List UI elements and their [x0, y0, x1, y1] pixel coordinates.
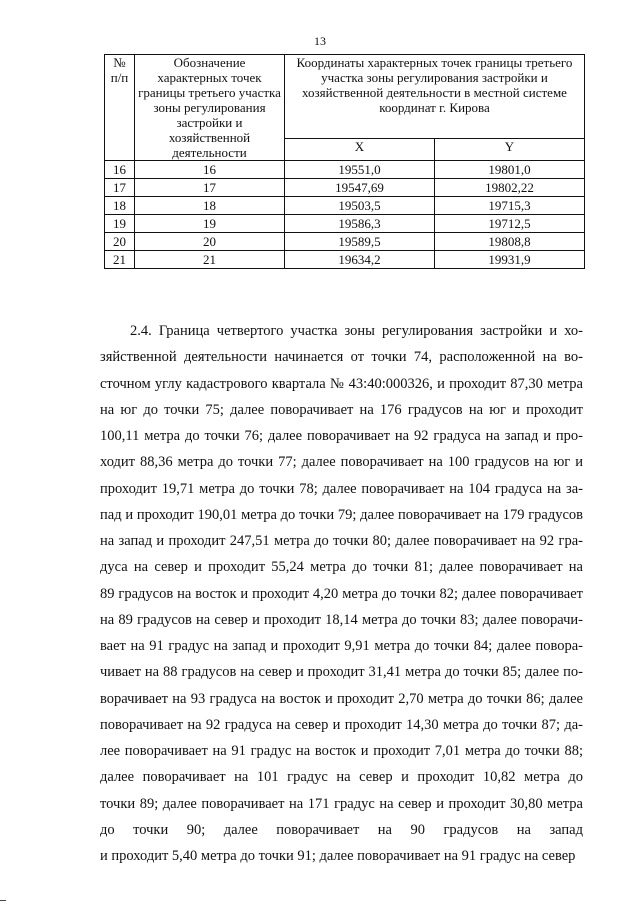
row-y: 19808,8 [435, 233, 585, 251]
page-number: 13 [314, 34, 326, 48]
paragraph-line: до точки 90; далее поворачивает на 90 градусов на запад [100, 821, 583, 838]
margin-mark [0, 900, 6, 901]
paragraph-line: далее поворачивает на 101 градус на север и проходит 10,82 метра до [100, 769, 583, 786]
paragraph-line: зяйственной деятельности начинается от точки 74, расположенной на во- [100, 349, 583, 366]
paragraph-line: вает на 91 градус на запад и проходит 9,91 метра до точки 84; далее повора- [100, 638, 583, 654]
paragraph-2-4 [100, 318, 583, 869]
row-y: 19712,5 [435, 215, 585, 233]
row-number: 18 [105, 197, 135, 215]
row-y: 19801,0 [435, 161, 585, 179]
header-coordinates: Координаты характерных точек границы третьего участка зоны регулирования застройки и хозяйственной деятельности в местной системе координат г. Кирова [285, 55, 585, 139]
row-x: 19586,3 [285, 215, 435, 233]
row-number: 20 [105, 233, 135, 251]
table-row [105, 197, 585, 215]
paragraph-line: 89 градусов на восток и проходит 4,20 метра до точки 82; далее поворачивает [100, 585, 583, 602]
paragraph-line: лее поворачивает на 91 градус на восток и проходит 7,01 метра до точки 88; [100, 743, 583, 759]
row-point: 16 [135, 161, 285, 179]
row-number: 21 [105, 251, 135, 269]
paragraph-line: на юг до точки 75; далее поворачивает на 176 градусов на юг и проходит [100, 401, 583, 418]
row-x: 19547,69 [285, 179, 435, 197]
table-row [105, 179, 585, 197]
paragraph-line: точки 89; далее поворачивает на 171 градус на север и проходит 30,80 метра [100, 795, 583, 812]
table-header-row [105, 55, 585, 139]
table-row [105, 251, 585, 269]
paragraph-line: 2.4. Граница четвертого участка зоны регулирования застройки и хо- [130, 323, 583, 339]
paragraph-line: и проходит 5,40 метра до точки 91; далее поворачивает на 91 градус на север [100, 848, 576, 864]
header-num: № п/п [105, 55, 135, 161]
paragraph-line: 100,11 метра до точки 76; далее поворачивает на 92 градуса на запад и про- [100, 428, 583, 444]
paragraph-line: чивает на 88 градусов на север и проходит 31,41 метра до точки 85; далее по- [100, 664, 583, 681]
row-number: 17 [105, 179, 135, 197]
table-row [105, 233, 585, 251]
row-x: 19503,5 [285, 197, 435, 215]
paragraph-line: сточном углу кадастрового квартала № 43:40:000326, и проходит 87,30 метра [100, 375, 583, 392]
row-number: 19 [105, 215, 135, 233]
header-y: Y [435, 138, 585, 160]
row-point: 17 [135, 179, 285, 197]
row-y: 19802,22 [435, 179, 585, 197]
paragraph-line: ворачивает на 93 градуса на восток и проходит 2,70 метра до точки 86; далее [100, 690, 583, 707]
header-designation: Обозначение характерных точек границы третьего участка зоны регулирования застройки и хозяйственной деятельности [135, 55, 285, 161]
row-y: 19715,3 [435, 197, 585, 215]
row-x: 19551,0 [285, 161, 435, 179]
paragraph-line: дуса на север и проходит 55,24 метра до точки 81; далее поворачивает на [100, 559, 583, 576]
paragraph-line: на запад и проходит 247,51 метра до точки 80; далее поворачивает на 92 гра- [100, 533, 583, 549]
paragraph-line: проходит 19,71 метра до точки 78; далее поворачивает на 104 градуса на за- [100, 480, 583, 497]
row-point: 19 [135, 215, 285, 233]
table-row [105, 215, 585, 233]
coordinates-table [104, 54, 585, 269]
header-x: X [285, 138, 435, 160]
row-point: 18 [135, 197, 285, 215]
paragraph-line: поворачивает на 92 градуса на север и проходит 14,30 метра до точки 87; да- [100, 716, 583, 733]
table-row [105, 161, 585, 179]
row-y: 19931,9 [435, 251, 585, 269]
row-point: 21 [135, 251, 285, 269]
paragraph-line: на 89 градусов на север и проходит 18,14 метра до точки 83; далее поворачи- [100, 611, 583, 628]
paragraph-line: пад и проходит 190,01 метра до точки 79; далее поворачивает на 179 градусов [100, 506, 583, 523]
paragraph-line: ходит 88,36 метра до точки 77; далее поворачивает на 100 градусов на юг и [100, 454, 583, 471]
row-x: 19589,5 [285, 233, 435, 251]
row-point: 20 [135, 233, 285, 251]
row-number: 16 [105, 161, 135, 179]
row-x: 19634,2 [285, 251, 435, 269]
